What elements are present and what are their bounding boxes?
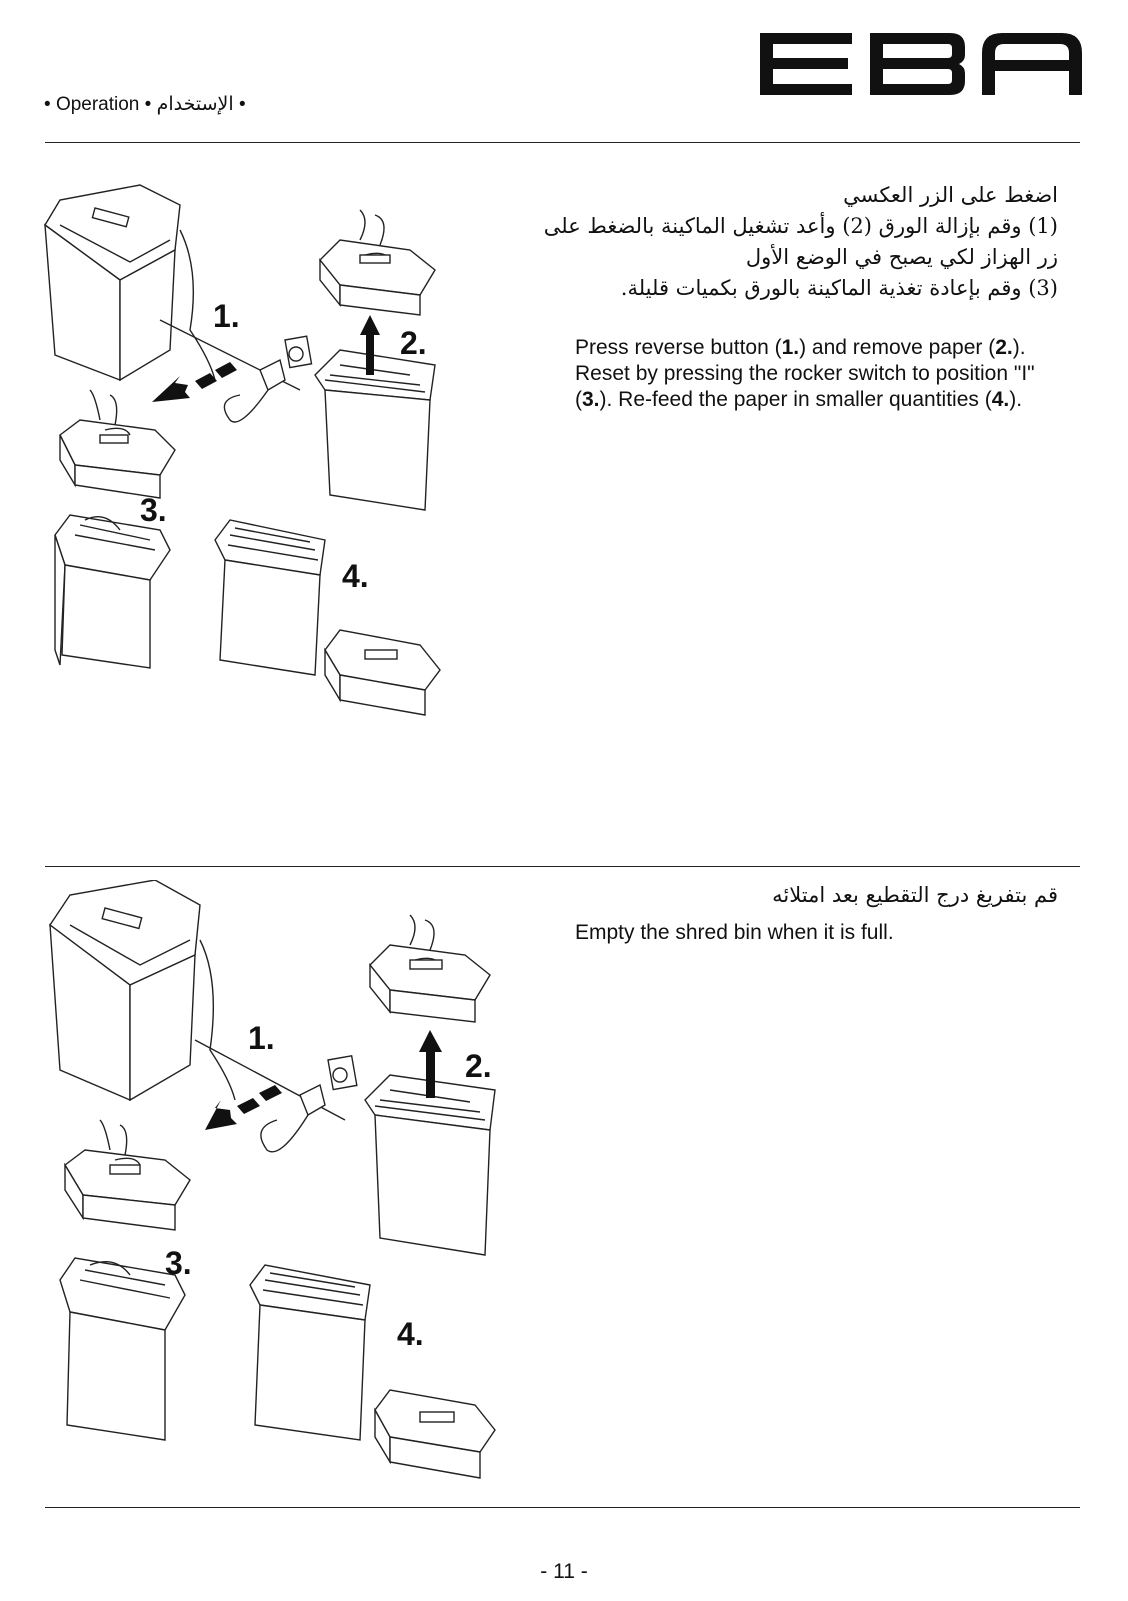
ar-line: (1) وقم بإزالة الورق (2) وأعد تشغيل الماكينة بالضغط على (543, 214, 1058, 238)
ar-line: اضغط على الزر العكسي (843, 183, 1058, 207)
instructions-en (575, 335, 1055, 413)
step-label-1: 1. (248, 1020, 275, 1056)
bullet: • (144, 94, 152, 115)
step-label-2: 2. (400, 325, 427, 361)
page-number: - 11 - (540, 1560, 588, 1583)
step-ref: 2. (995, 336, 1013, 359)
text-run: ) and remove paper ( (799, 336, 996, 359)
step-ref: 3. (582, 388, 600, 411)
footer-divider (45, 1507, 1080, 1508)
step-ref: 1. (781, 336, 800, 359)
bullet: • (238, 94, 246, 115)
shredder-upright-illustration (45, 185, 215, 380)
text-run: ). Reset by pressing the rocker switch to position "I" ( (575, 336, 1035, 411)
section-title-ar: الإستخدام (156, 93, 234, 115)
bullet: • (44, 94, 51, 115)
breadcrumb (44, 93, 246, 116)
ar-line: قم بتفريغ درج التقطيع بعد امتلائه (772, 883, 1058, 907)
text-run: ). (1009, 388, 1023, 411)
empty-bin-illustration (45, 880, 545, 1490)
instructions-ar (544, 180, 1058, 304)
section-title-en: Operation (55, 94, 140, 115)
text-run: Press reverse button ( (575, 336, 782, 359)
text-run: ). Re-feed the paper in smaller quantities ( (599, 388, 992, 411)
empty-bin-en: Empty the shred bin when it is full. (575, 921, 894, 944)
eba-logo (760, 33, 1082, 100)
step-label-1: 1. (213, 298, 240, 334)
section-divider (45, 866, 1080, 867)
ar-line: (3) وقم بإعادة تغذية الماكينة بالورق بكميات قليلة. (620, 276, 1058, 300)
reverse-procedure-illustration (40, 180, 510, 740)
step-label-3: 3. (140, 492, 167, 528)
step-label-3: 3. (165, 1245, 192, 1281)
step-ref: 4. (991, 388, 1010, 411)
empty-bin-ar (772, 880, 1058, 911)
unplug-arrow (152, 362, 237, 402)
ar-line: زر الهزاز لكي يصبح في الوضع الأول (745, 245, 1058, 269)
step-label-4: 4. (342, 558, 369, 594)
power-plug-illustration (224, 336, 311, 422)
header-divider (45, 142, 1080, 143)
shredder-head-illustration (320, 210, 435, 315)
step-label-2: 2. (465, 1048, 492, 1084)
step-label-4: 4. (397, 1316, 424, 1352)
